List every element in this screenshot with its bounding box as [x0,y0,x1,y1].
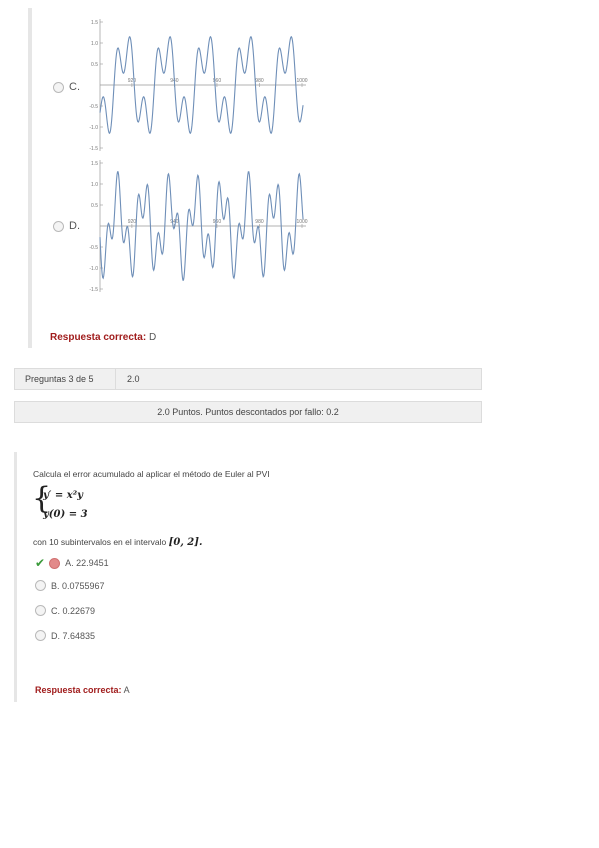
interval-value: [0, 2]. [168,537,203,548]
option-c-chart [80,15,310,160]
x-tick-label: 940 [170,78,179,84]
system-brace: { [32,481,52,516]
correct-answer-label: Respuesta correcta: [35,685,122,695]
y-tick-label: 1.0 [91,41,98,47]
option-d[interactable] [53,220,80,232]
interval-line [33,537,202,548]
option-c-radio[interactable] [53,82,64,93]
answer-radio-b[interactable] [35,580,46,591]
interval-text: con 10 subintervalos en el intervalo [33,537,167,547]
question-score: 2.0 [127,374,140,384]
answer-label-c: C. 0.22679 [51,605,96,616]
equation-1: y′ = x²y [43,490,83,501]
answer-option-c[interactable] [35,605,95,616]
y-tick-label: 1.5 [91,20,98,26]
answer-label-d: D. 7.64835 [51,630,96,641]
y-tick-label: -0.5 [89,104,98,110]
y-tick-label: 0.5 [91,62,98,68]
answer-label-b: B. 0.0755967 [51,580,105,591]
question-header-bar [14,368,482,390]
option-c[interactable] [53,81,80,93]
x-tick-label: 1000 [296,219,308,225]
answer-label-a: A. 22.9451 [65,558,109,568]
x-tick-label: 920 [127,78,137,84]
x-tick-label: 1000 [296,78,308,84]
question-prompt: Calcula el error acumulado al aplicar el método de Euler al PVI [33,469,270,479]
x-tick-label: 980 [255,219,264,225]
y-tick-label: -1.5 [89,146,98,152]
option-c-label: C. [69,81,80,93]
answer-radio-c[interactable] [35,605,46,616]
x-tick-label: 980 [255,78,264,84]
answer-radio-d[interactable] [35,630,46,641]
correct-answer-q3 [35,685,130,695]
x-tick-label: 960 [212,78,222,84]
y-tick-label: 0.5 [91,203,98,209]
y-tick-label: 1.0 [91,182,98,188]
y-tick-label: -1.5 [89,287,98,293]
y-tick-label: 1.5 [91,161,98,167]
question-counter: Preguntas 3 de 5 [15,369,116,389]
option-d-label: D. [69,220,80,232]
correct-answer-value: D [148,332,157,343]
equation-2: y(0) = 3 [43,509,88,520]
answer-radio-a[interactable] [49,558,60,569]
correct-answer-value: A [123,685,130,695]
check-icon: ✔ [35,556,46,570]
correct-answer-q2 [50,332,156,343]
y-tick-label: -1.0 [89,125,98,131]
points-bar: 2.0 Puntos. Puntos descontados por fallo: 0.2 [14,401,482,423]
x-tick-label: 960 [212,219,222,225]
y-tick-label: -1.0 [89,266,98,272]
answer-option-a[interactable] [35,556,109,570]
x-tick-label: 940 [170,219,179,225]
question-left-border [14,452,17,702]
correct-answer-label: Respuesta correcta: [50,332,147,343]
question-left-border [28,8,32,348]
answer-option-d[interactable] [35,630,95,641]
option-d-radio[interactable] [53,221,64,232]
y-tick-label: -0.5 [89,245,98,251]
option-d-chart [80,156,310,301]
answer-option-b[interactable] [35,580,105,591]
x-tick-label: 920 [127,219,137,225]
